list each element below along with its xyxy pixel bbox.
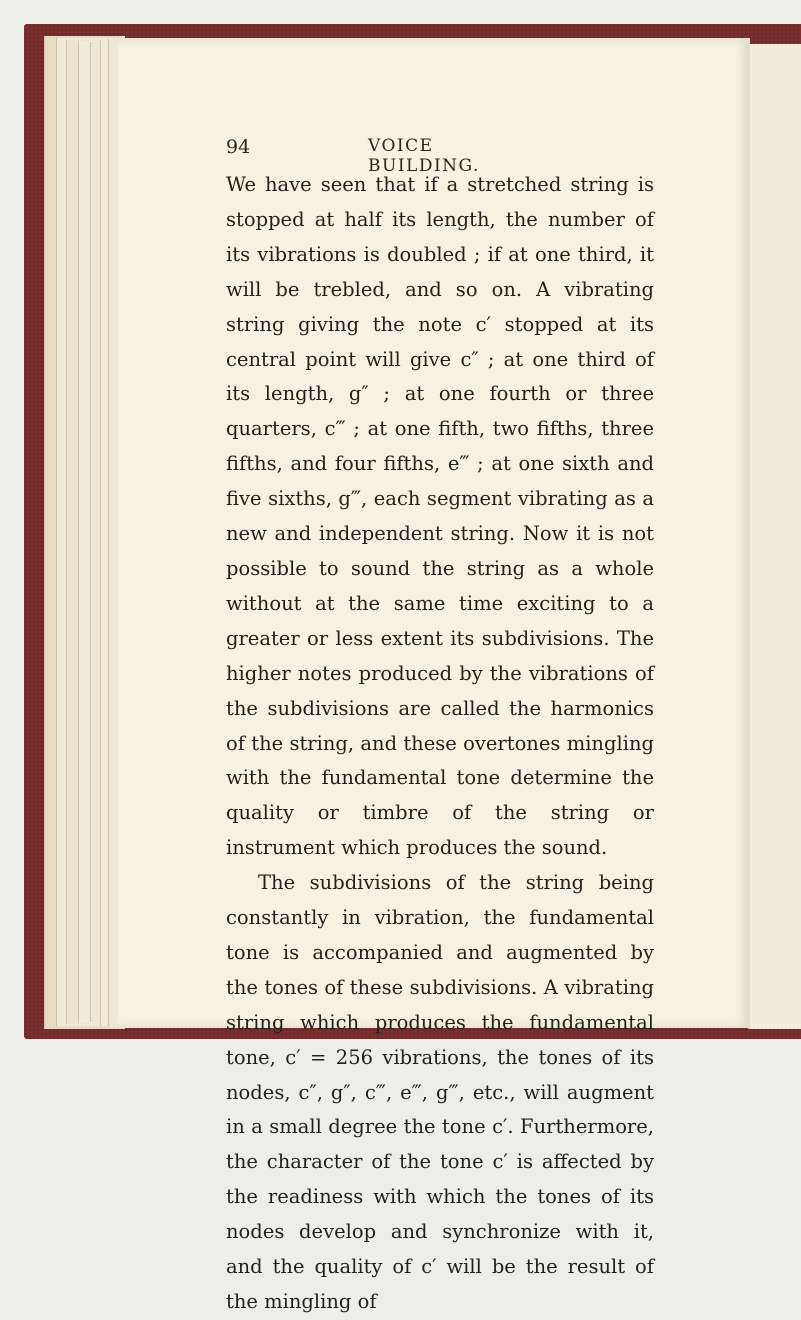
- next-page-edge: [748, 44, 801, 1029]
- running-head: [226, 136, 518, 176]
- paragraph: The subdivisions of the string being constantly in vibration, the fundamental tone is accompanied and augmented by the tones of these subdivisions. A vibrating string which produces the fundamental tone, c′ = 256 vibrations, the tones of its nodes, c″, g″, c‴, e‴, g‴, etc., will augment in a small degree the tone c′. Furthermore, the character of the tone c′ is affected by the readiness with which the tones of its nodes develop and synchronize with it, and the quality of c′ will be the result of the mingling of: [226, 871, 654, 1313]
- running-head-title: VOICE BUILDING.: [368, 136, 480, 176]
- page-number: 94: [226, 136, 251, 158]
- body-text: [226, 168, 654, 1320]
- paragraph: We have seen that if a stretched string is stopped at half its length, the number of its vibrations is doubled ; if at one third, it will be trebled, and so on. A vibrating string giving the note c′ stopped at its central point will give c″ ; at one third of its length, g″ ; at one fourth or three quarters, c‴ ; at one fifth, two fifths, three fifths, and four fifths, e‴ ; at one sixth and five sixths, g‴, each segment vibrating as a new and independent string. Now it is not possible to sound the string as a whole without at the same time exciting to a greater or less extent its subdivisions. The higher notes produced by the vibrations of the subdivisions are called the harmonics of the string, and these overtones mingling with the fundamental tone determine the quality or timbre of the string or instrument which produces the sound.: [226, 173, 654, 860]
